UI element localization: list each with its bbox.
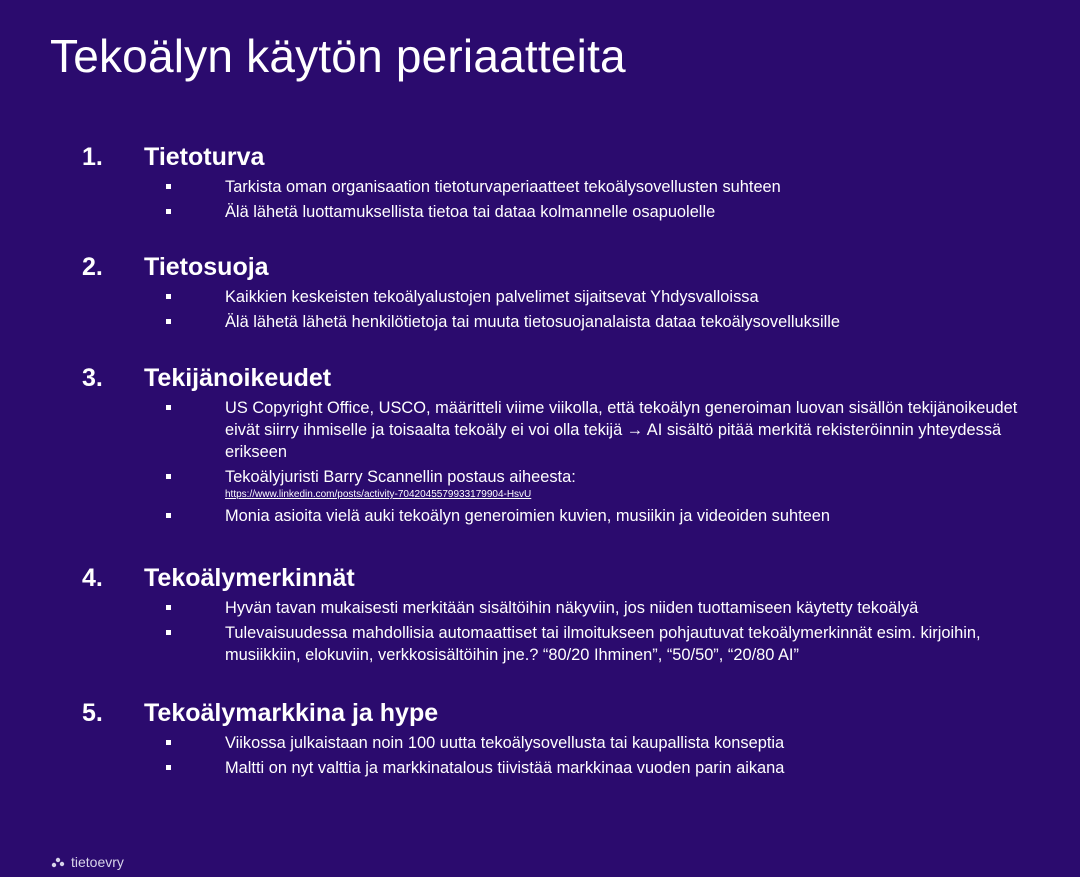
square-bullet-icon: [166, 765, 171, 770]
list-item: [0, 622, 1080, 666]
bullet-list: [0, 397, 1080, 530]
logo-text: tietoevry: [71, 854, 124, 870]
list-item: [0, 597, 1080, 619]
bullet-list: [0, 597, 1080, 669]
square-bullet-icon: [166, 513, 171, 518]
bullet-list: [0, 286, 1080, 336]
slide-title: Tekoälyn käytön periaatteita: [50, 30, 626, 82]
list-item: [0, 757, 1080, 779]
tietoevry-logo-icon: [50, 854, 66, 870]
bullet-text: US Copyright Office, USCO, määritteli viime viikolla, että tekoälyn generoiman luovan sisällön tekijänoikeudet eivät siirry ihmiselle ja toisaalta tekoäly ei voi olla tekijä → AI sisältö pitää merkitä rekisteröinnin yhteydessä erikseen: [225, 399, 1018, 461]
list-item: [0, 505, 1080, 527]
bullet-text: Kaikkien keskeisten tekoälyalustojen palvelimet sijaitsevat Yhdysvalloissa: [225, 288, 759, 306]
square-bullet-icon: [166, 184, 171, 189]
section-number: 1.: [82, 143, 103, 171]
square-bullet-icon: [166, 605, 171, 610]
linkedin-post-link[interactable]: https://www.linkedin.com/posts/activity-7042045579933179904-HsvU: [225, 489, 532, 500]
bullet-text: Monia asioita vielä auki tekoälyn generoimien kuvien, musiikin ja videoiden suhteen: [225, 507, 830, 525]
section-heading: Tietosuoja: [144, 253, 269, 281]
tietoevry-logo: [50, 852, 124, 872]
square-bullet-icon: [166, 294, 171, 299]
bullet-list: [0, 732, 1080, 782]
list-item: [0, 466, 1080, 502]
bullet-text: Tekoälyjuristi Barry Scannellin postaus aiheesta:: [225, 468, 576, 486]
square-bullet-icon: [166, 405, 171, 410]
square-bullet-icon: [166, 209, 171, 214]
list-item: [0, 311, 1080, 333]
square-bullet-icon: [166, 630, 171, 635]
square-bullet-icon: [166, 319, 171, 324]
section-heading: Tekoälymerkinnät: [144, 564, 355, 592]
square-bullet-icon: [166, 474, 171, 479]
section-heading: Tekoälymarkkina ja hype: [144, 699, 439, 727]
bullet-text: Tarkista oman organisaation tietoturvaperiaatteet tekoälysovellusten suhteen: [225, 178, 781, 196]
section-number: 4.: [82, 564, 103, 592]
section-heading: Tietoturva: [144, 143, 265, 171]
bullet-list: [0, 176, 1080, 226]
list-item: [0, 176, 1080, 198]
bullet-text: Hyvän tavan mukaisesti merkitään sisältöihin näkyviin, jos niiden tuottamiseen käytetty tekoälyä: [225, 599, 919, 617]
list-item: [0, 732, 1080, 754]
section-heading: Tekijänoikeudet: [144, 364, 332, 392]
bullet-text: Älä lähetä luottamuksellista tietoa tai dataa kolmannelle osapuolelle: [225, 203, 716, 221]
section-number: 5.: [82, 699, 103, 727]
bullet-text: Viikossa julkaistaan noin 100 uutta tekoälysovellusta tai kaupallista konseptia: [225, 734, 785, 752]
section-number: 2.: [82, 253, 103, 281]
bullet-text: Tulevaisuudessa mahdollisia automaattiset tai ilmoitukseen pohjautuvat tekoälymerkinnät esim. kirjoihin, musiikkiin, elokuviin, verkkosisältöihin jne.? “80/20 Ihminen”, “50/50”, “20/80 AI”: [225, 624, 981, 664]
bullet-text: Älä lähetä lähetä henkilötietoja tai muuta tietosuojanalaista dataa tekoälysovelluksille: [225, 313, 841, 331]
bullet-text: Maltti on nyt valttia ja markkinatalous tiivistää markkinaa vuoden parin aikana: [225, 759, 785, 777]
list-item: [0, 397, 1080, 463]
section-number: 3.: [82, 364, 103, 392]
square-bullet-icon: [166, 740, 171, 745]
list-item: [0, 286, 1080, 308]
list-item: [0, 201, 1080, 223]
